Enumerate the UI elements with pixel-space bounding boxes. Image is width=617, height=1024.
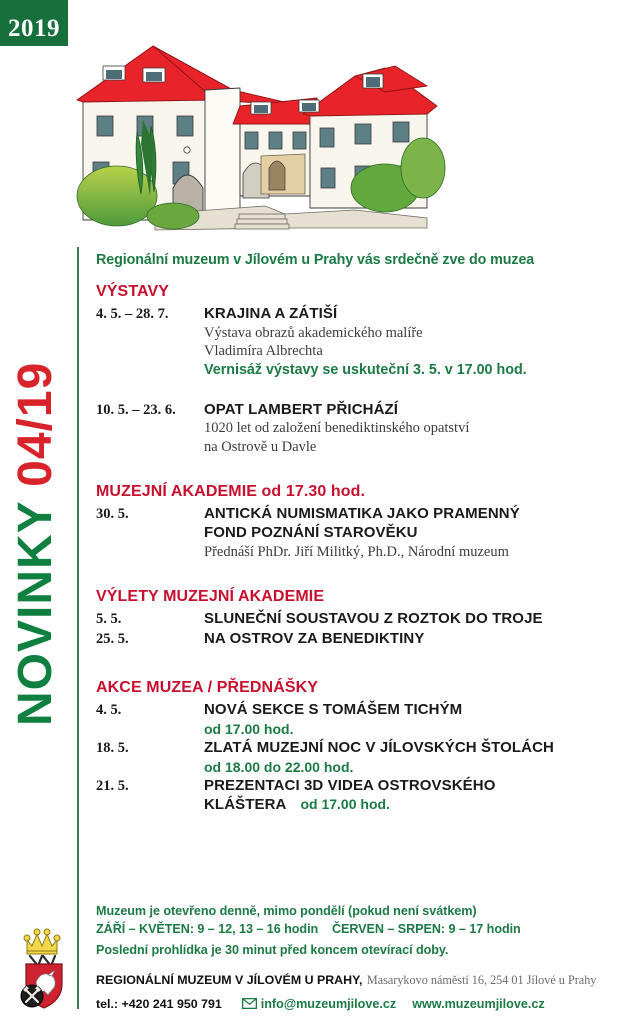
event-date: 4. 5. [96, 702, 122, 719]
hours-line-2 [96, 921, 611, 939]
event-subtitle: Vladimíra Albrechta [204, 343, 323, 360]
event-entry [96, 609, 611, 650]
website-link[interactable]: www.muzeumjilove.cz [412, 997, 545, 1011]
intro-text: Regionální muzeum v Jílovém u Prahy vás srdečně zve do muzea [96, 252, 535, 268]
event-date: 18. 5. [96, 740, 129, 757]
event-date: 5. 5. [96, 610, 122, 627]
hours-line-3: Poslední prohlídka je 30 minut před koncem otevírací doby. [96, 942, 449, 957]
vertical-divider [77, 247, 79, 1009]
contact-line-1 [96, 968, 611, 992]
event-entry [96, 504, 611, 562]
section-heading-events: AKCE MUZEA / PŘEDNÁŠKY [96, 679, 319, 697]
phone-number: tel.: +420 241 950 791 [96, 997, 222, 1011]
vertical-title-green: NOVINKY [8, 501, 62, 726]
organization-address: Masarykovo náměstí 16, 254 01 Jílové u Prahy [366, 973, 597, 987]
event-date: 10. 5. – 23. 6. [96, 401, 176, 418]
event-subtitle: na Ostrově u Davle [204, 439, 317, 456]
event-date: 4. 5. – 28. 7. [96, 306, 169, 322]
section-heading-exhibitions: VÝSTAVY [96, 283, 170, 300]
event-date: 25. 5. [96, 631, 129, 648]
hours-line-1: Muzeum je otevřeno denně, mimo pondělí (pokud není svátkem) [96, 904, 477, 918]
content-column [96, 252, 611, 826]
event-subtitle: 1020 let od založení benediktinského opatství [204, 420, 470, 437]
hours-summer: ČERVEN – SRPEN: 9 – 17 hodin [331, 921, 521, 936]
event-title-line2: FOND POZNÁNÍ STAROVĚKU [204, 524, 418, 542]
event-note: Vernisáž výstavy se uskuteční 3. 5. v 17.00 hod. [204, 362, 527, 379]
event-title: ZLATÁ MUZEJNÍ NOC V JÍLOVSKÝCH ŠTOLÁCH [204, 739, 554, 757]
event-title: PREZENTACI 3D VIDEA OSTROVSKÉHO [204, 776, 496, 794]
event-date: 30. 5. [96, 505, 129, 522]
town-crest-icon [18, 920, 74, 1012]
contact-line-2 [96, 992, 611, 1017]
email-link[interactable]: info@muzeumjilove.cz [260, 997, 397, 1011]
section-heading-academy: MUZEJNÍ AKADEMIE od 17.30 hod. [96, 482, 366, 500]
organization-name: REGIONÁLNÍ MUZEUM V JÍLOVÉM U PRAHY, [96, 973, 363, 987]
vertical-title [4, 256, 66, 726]
hours-winter: ZÁŘÍ – KVĚTEN: 9 – 12, 13 – 16 hodin [96, 921, 319, 936]
event-title: NOVÁ SEKCE S TOMÁŠEM TICHÝM [204, 701, 463, 719]
museum-building-illustration [55, 28, 455, 234]
section-heading-trips: VÝLETY MUZEJNÍ AKADEMIE [96, 587, 325, 605]
event-time: od 17.00 hod. [204, 720, 294, 737]
event-entry [96, 400, 611, 457]
contact-block [96, 968, 611, 1017]
opening-hours-block [96, 903, 611, 960]
event-time: od 18.00 do 22.00 hod. [204, 758, 354, 775]
vertical-title-red: 04/19 [8, 361, 62, 487]
event-title: SLUNEČNÍ SOUSTAVOU Z ROZTOK DO TROJE [204, 609, 543, 627]
event-title: NA OSTROV ZA BENEDIKTINY [204, 630, 425, 648]
event-title: OPAT LAMBERT PŘICHÁZÍ [204, 400, 399, 418]
event-subtitle: Výstava obrazů akademického malíře [204, 324, 423, 341]
event-title: ANTICKÁ NUMISMATIKA JAKO PRAMENNÝ [204, 504, 520, 522]
event-entry [96, 700, 611, 816]
event-time: od 17.00 hod. [300, 796, 390, 813]
event-title: KRAJINA A ZÁTIŠÍ [204, 305, 338, 322]
event-date: 21. 5. [96, 777, 129, 794]
event-title-line2: KLÁŠTERA [204, 796, 287, 814]
event-subtitle: Přednáší PhDr. Jiří Militký, Ph.D., Národní muzeum [204, 543, 509, 560]
envelope-icon [242, 993, 257, 1017]
event-entry [96, 304, 611, 380]
year-badge: 2019 [0, 0, 68, 46]
